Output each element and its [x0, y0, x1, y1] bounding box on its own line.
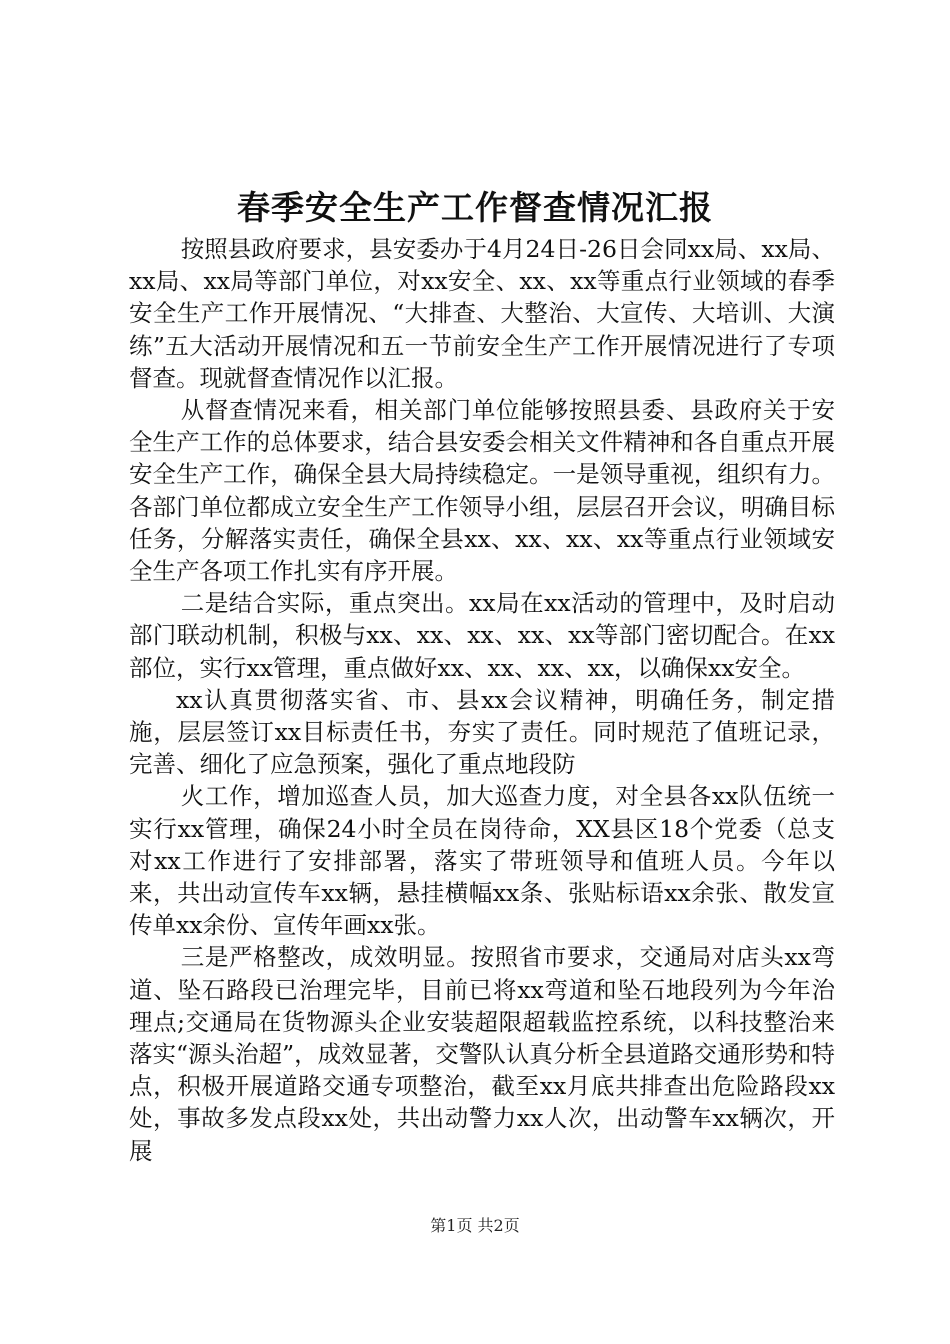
paragraph: xx认真贯彻落实省、市、县xx会议精神，明确任务，制定措施，层层签订xx目标责任书，夯实了责任。同时规范了值班记录，完善、细化了应急预案，强化了重点地段防 [129, 685, 835, 779]
paragraph: 从督查情况来看，相关部门单位能够按照县委、县政府关于安全生产工作的总体要求，结合县安委会相关文件精神和各自重点开展安全生产工作，确保全县大局持续稳定。一是领导重视，组织有力。各部门单位都成立安全生产工作领导小组，层层召开会议，明确目标任务，分解落实责任，确保全县xx、xx、xx、xx等重点行业领域安全生产各项工作扎实有序开展。 [129, 396, 835, 586]
paragraph: 按照县政府要求，县安委办于4月24日-26日会同xx局、xx局、xx局、xx局等部门单位，对xx安全、xx、xx等重点行业领域的春季安全生产工作开展情况、“大排查、大整治、大宣传、大培训、大演练”五大活动开展情况和五一节前安全生产工作开展情况进行了专项督查。现就督查情况作以汇报。 [129, 235, 835, 392]
document-title: 春季安全生产工作督查情况汇报 [237, 188, 713, 227]
paragraph: 三是严格整改，成效明显。按照省市要求，交通局对店头xx弯道、坠石路段已治理完毕，目前已将xx弯道和坠石地段列为今年治理点;交通局在货物源头企业安装超限超载监控系统，以科技整治来落实“源头治超”，成效显著，交警队认真分析全县道路交通形势和特点，积极开展道路交通专项整治，截至xx月底共排查出危险路段xx处，事故多发点段xx处，共出动警力xx人次，出动警车xx辆次，开展 [129, 943, 835, 1165]
paragraph: 火工作，增加巡查人员，加大巡查力度，对全县各xx队伍统一实行xx管理，确保24小时全员在岗待命，XX县区18个党委（总支对xx工作进行了安排部署，落实了带班领导和值班人员。今年以来，共出动宣传车xx辆，悬挂横幅xx条、张贴标语xx余张、散发宣传单xx余份、宣传年画xx张。 [129, 782, 835, 940]
page-footer: 第1页 共2页 [430, 1216, 520, 1235]
document-body [129, 233, 835, 1167]
paragraph: 二是结合实际，重点突出。xx局在xx活动的管理中，及时启动部门联动机制，积极与xx、xx、xx、xx、xx等部门密切配合。在xx部位，实行xx管理，重点做好xx、xx、xx、xx，以确保xx安全。 [129, 589, 835, 682]
